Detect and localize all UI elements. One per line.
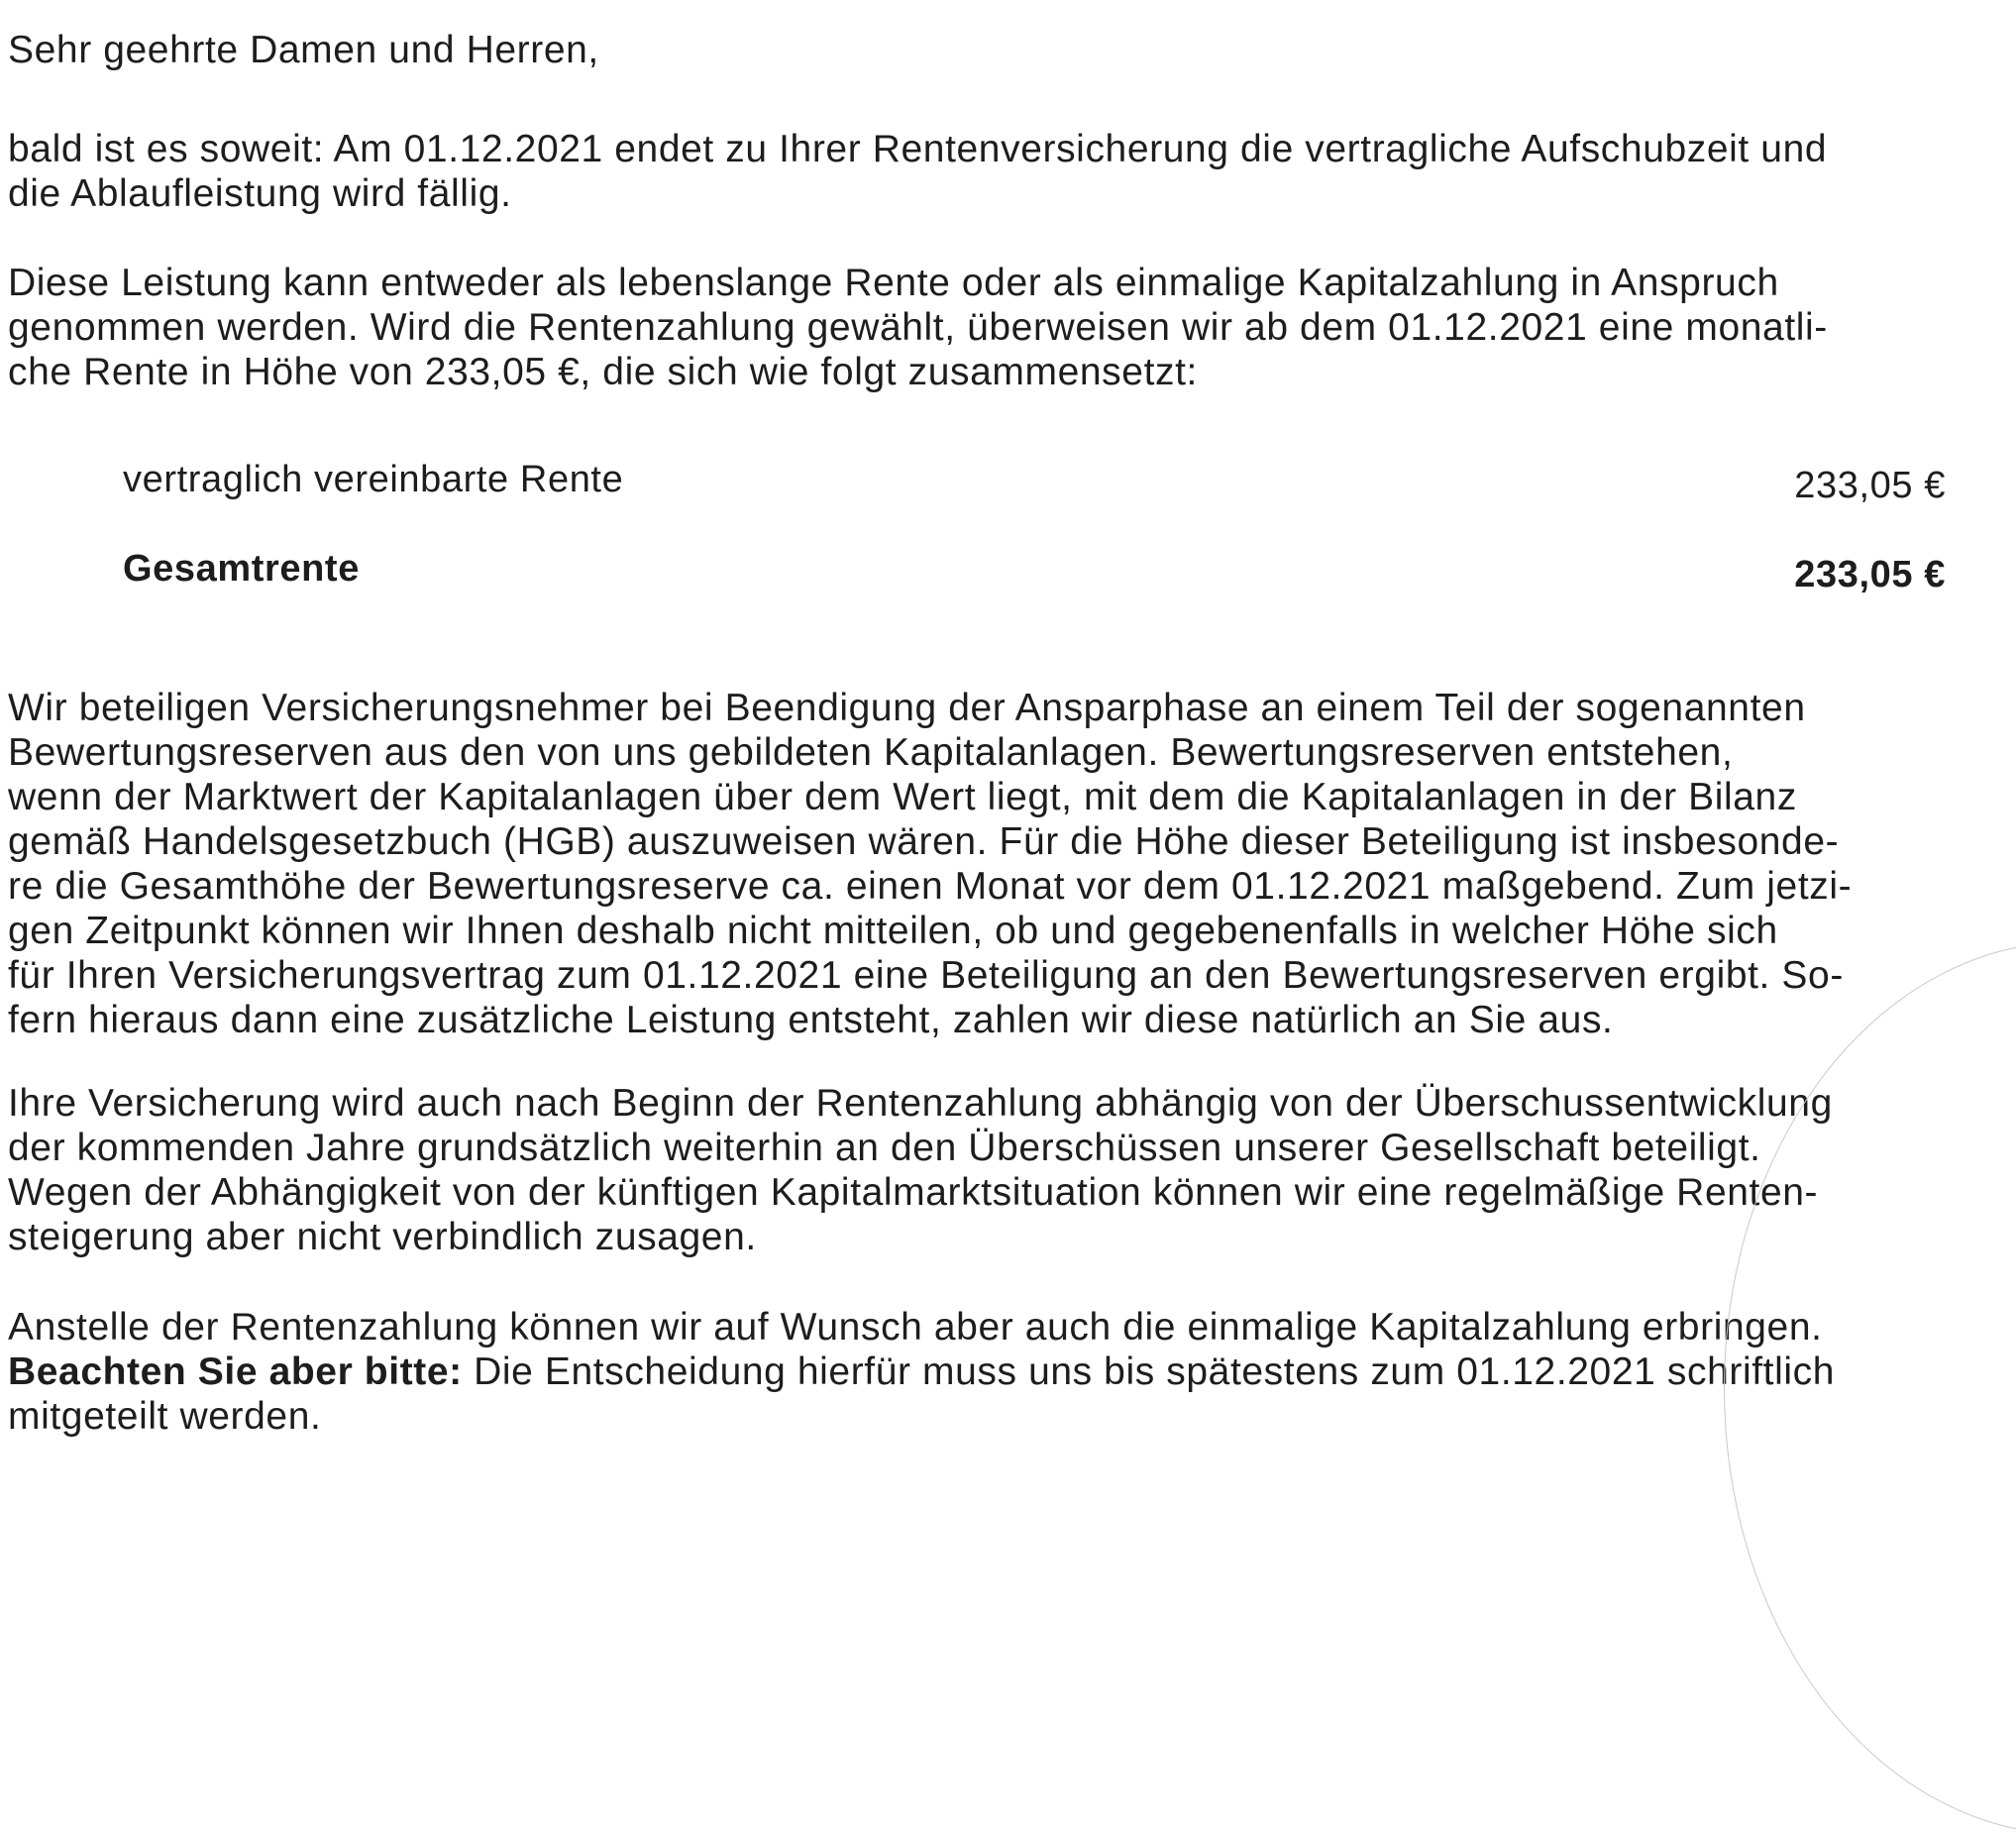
- paragraph-line: Bewertungsreserven aus den von uns gebildeten Kapitalanlagen. Bewertungsreserven entstehen,: [8, 731, 1734, 774]
- paragraph-lump-sum-option: [8, 1305, 1992, 1439]
- paragraph-line: wenn der Marktwert der Kapitalanlagen über dem Wert liegt, mit dem die Kapitalanlagen in der Bilanz: [8, 776, 1797, 818]
- paragraph-line: der kommenden Jahre grundsätzlich weiterhin an den Überschüssen unserer Gesellschaft beteiligt.: [8, 1127, 1761, 1169]
- pension-total-label: Gesamtrente: [123, 548, 360, 590]
- paragraph-line: Wegen der Abhängigkeit von der künftigen Kapitalmarktsituation können wir eine regelmäßige Renten-: [8, 1171, 1819, 1214]
- paragraph-surplus-participation: [8, 1081, 1992, 1259]
- paragraph-line: steigerung aber nicht verbindlich zusagen.: [8, 1216, 757, 1258]
- notice-emphasis: Beachten Sie aber bitte:: [8, 1350, 463, 1393]
- paragraph-deferral-end: [8, 127, 1992, 216]
- paragraph-line: fern hieraus dann eine zusätzliche Leistung entsteht, zahlen wir diese natürlich an Sie aus.: [8, 999, 1614, 1041]
- notice-text: Die Entscheidung hierfür muss uns bis spätestens zum 01.12.2021 schriftlich: [462, 1350, 1835, 1393]
- paragraph-line: re die Gesamthöhe der Bewertungsreserve ca. einen Monat vor dem 01.12.2021 maßgebend. Zum jetzi-: [8, 865, 1853, 908]
- salutation: [8, 28, 1992, 72]
- paragraph-line-notice: [8, 1349, 1992, 1394]
- paragraph-line: gen Zeitpunkt können wir Ihnen deshalb nicht mitteilen, ob und gegebenenfalls in welcher Höhe sich: [8, 910, 1778, 952]
- paragraph-line: genommen werden. Wird die Rentenzahlung gewählt, überweisen wir ab dem 01.12.2021 eine monatli-: [8, 306, 1828, 349]
- pension-row-amount: 233,05 €: [1794, 465, 1946, 506]
- paragraph-line: mitgeteilt werden.: [8, 1395, 322, 1438]
- paragraph-line: che Rente in Höhe von 233,05 €, die sich wie folgt zusammensetzt:: [8, 351, 1198, 393]
- paragraph-line: gemäß Handelsgesetzbuch (HGB) auszuweisen wären. Für die Höhe dieser Beteiligung ist insbesonde-: [8, 820, 1840, 863]
- paragraph-line: bald ist es soweit: Am 01.12.2021 endet zu Ihrer Rentenversicherung die vertragliche Aufschubzeit und: [8, 128, 1828, 170]
- pension-total-amount: 233,05 €: [1794, 554, 1946, 595]
- salutation-text: Sehr geehrte Damen und Herren,: [8, 29, 599, 71]
- paragraph-line: Wir beteiligen Versicherungsnehmer bei Beendigung der Ansparphase an einem Teil der sogenannten: [8, 687, 1806, 729]
- pension-row-label: vertraglich vereinbarte Rente: [123, 459, 624, 500]
- paragraph-line: Diese Leistung kann entweder als lebenslange Rente oder als einmalige Kapitalzahlung in Anspruch: [8, 262, 1779, 304]
- paragraph-payout-options: [8, 261, 1992, 394]
- paragraph-valuation-reserves: [8, 686, 1992, 1042]
- paragraph-line: die Ablaufleistung wird fällig.: [8, 172, 512, 215]
- paragraph-line: für Ihren Versicherungsvertrag zum 01.12.2021 eine Beteiligung an den Bewertungsreserven ergibt. So-: [8, 954, 1844, 997]
- paragraph-line: Ihre Versicherung wird auch nach Beginn der Rentenzahlung abhängig von der Überschussentwicklung: [8, 1082, 1833, 1125]
- paragraph-line: Anstelle der Rentenzahlung können wir auf Wunsch aber auch die einmalige Kapitalzahlung erbringen.: [8, 1306, 1823, 1349]
